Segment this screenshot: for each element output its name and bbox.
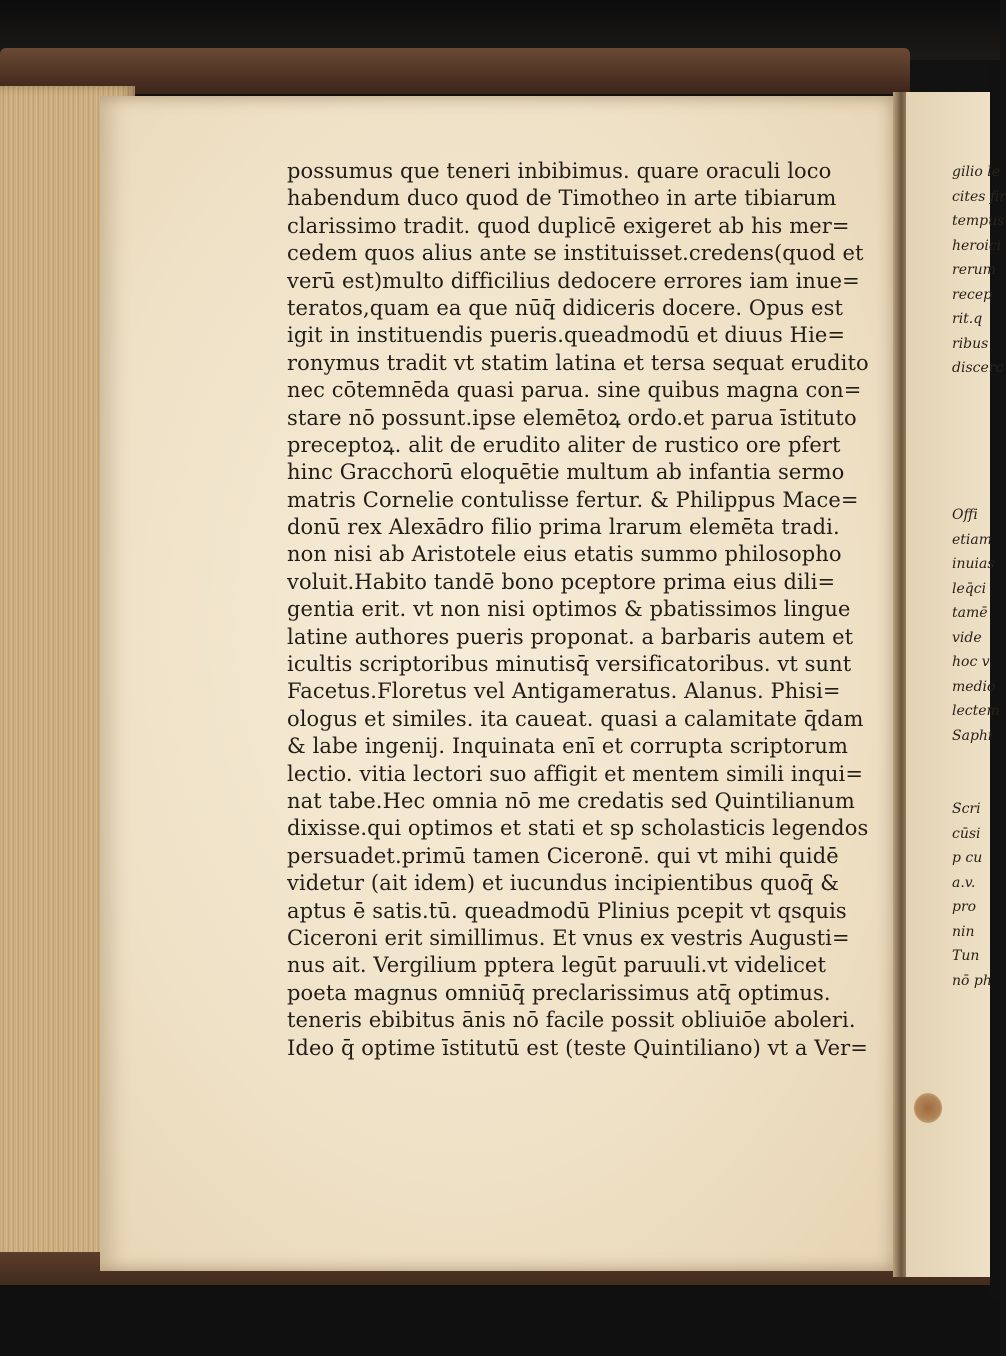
text-line: cedem quos alius ante se instituisset.credens(quod et <box>287 241 864 266</box>
text-line: & labe ingenij. Inquinata enī et corrupta scriptorum <box>287 734 849 759</box>
book-cover-top-edge <box>0 48 910 94</box>
text-line: Facetus.Floretus vel Antigameratus. Alanus. Phisi= <box>287 679 841 704</box>
facing-page-fragment: vide <box>952 629 982 646</box>
text-line: icultis scriptoribus minutisq̄ versificatoribus. vt sunt <box>287 652 852 677</box>
facing-page-fragment <box>952 454 996 479</box>
facing-page-fragment: ribus <box>952 335 989 352</box>
text-line: nec cōtemnēda quasi parua. sine quibus magna con= <box>287 378 862 403</box>
text-line: aptus ē satis.tū. queadmodū Plinius pcepit vt qsquis <box>287 898 847 923</box>
facing-page-fragment: gilio le <box>952 164 1001 180</box>
text-line: latine authores pueris proponat. a barbaris autem et <box>287 624 854 649</box>
facing-page-fragment: Tun <box>952 948 980 964</box>
facing-page-fragment: Scri <box>952 801 981 817</box>
facing-page-fragment: discerc <box>952 360 1004 376</box>
facing-page-fragment: Offi <box>952 507 978 523</box>
facing-page-fragment: pro <box>952 899 977 915</box>
text-line: teratos,quam ea que nūq̄ didiceris docere. Opus est <box>287 295 843 320</box>
facing-page-fragment: p cu <box>952 850 983 866</box>
facing-page-fragment <box>952 430 996 455</box>
facing-page-fragment: recep <box>952 286 993 303</box>
text-line: lectio. vitia lectori suo affigit et mentem simili inqui= <box>287 761 864 786</box>
facing-page-text <box>952 160 1006 993</box>
text-line: Ciceroni erit simillimus. Et vnus ex vestris Augusti= <box>287 925 850 950</box>
facing-page-fragment: hoc v <box>952 654 990 670</box>
text-line: ologus et similes. ita caueat. quasi a calamitate q̄dam <box>287 706 864 731</box>
text-line: dixisse.qui optimos et stati et sp scholasticis legendos <box>287 816 869 841</box>
facing-page-fragment: tamē <box>952 605 988 621</box>
background-bottom <box>0 1285 1000 1356</box>
text-line: verū est)multo difficilius dedocere errores iam inue= <box>287 268 860 293</box>
text-line: matris Cornelie contulisse fertur. & Philippus Mace= <box>287 487 859 512</box>
facing-page-fragment: rerum <box>952 262 996 278</box>
text-line: hinc Gracchorū eloquētie multum ab infantia sermo <box>287 460 845 485</box>
text-line: poeta magnus omniūq̄ preclarissimus atq̄ optimus. <box>287 980 831 1005</box>
facing-page-fragment: inuias <box>952 556 995 572</box>
text-line: stare nō possunt.ipse elemētoꝝ ordo.et parua īstituto <box>287 405 857 430</box>
facing-page-fragment: leq̄ci <box>952 580 987 597</box>
text-line: igit in instituendis pueris.queadmodū et diuus Hie= <box>287 323 846 348</box>
text-line: donū rex Alexādro filio prima lrarum elemēta tradi. <box>287 515 840 540</box>
facing-page-fragment: cites fir <box>952 188 1006 205</box>
facing-page-fragment: heroici <box>952 237 1002 254</box>
facing-page-fragment <box>952 748 996 773</box>
facing-page-fragment <box>952 405 996 430</box>
facing-page-fragment <box>952 381 996 406</box>
facing-page-fragment: cūsi <box>952 825 981 842</box>
text-line: possumus que teneri inbibimus. quare oraculi loco <box>287 159 832 183</box>
text-line: persuadet.primū tamen Ciceronē. qui vt mihi quidē <box>287 843 839 868</box>
text-line: voluit.Habito tandē bono pceptore prima eius dili= <box>287 569 836 594</box>
facing-page-fragment: Saphi <box>952 727 993 744</box>
text-line: videtur (ait idem) et iucundus incipientibus quoq̄ & <box>287 871 839 896</box>
text-line: nus ait. Vergilium pptera legūt paruuli.vt videlicet <box>287 953 826 978</box>
text-line: nat tabe.Hec omnia nō me credatis sed Quintilianum <box>287 788 855 813</box>
facing-page-fragment: medio <box>952 678 996 695</box>
facing-page-fragment <box>952 773 996 798</box>
main-text-block <box>287 158 872 1062</box>
text-line: teneris ebibitus ānis nō facile possit obliuiōe aboleri. <box>287 1008 856 1033</box>
facing-page-fragment <box>952 479 996 504</box>
facing-page-fragment: a.v. <box>952 874 976 891</box>
facing-page-fragment: nō ph <box>952 972 992 989</box>
text-line: ronymus tradit vt statim latina et tersa sequat erudito <box>287 350 869 375</box>
facing-page-fragment: tempus <box>952 213 1005 229</box>
text-line: non nisi ab Aristotele eius etatis summo philosopho <box>287 542 842 567</box>
text-line: gentia erit. vt non nisi optimos & pbatissimos lingue <box>287 597 851 622</box>
facing-page-fragment: etiam <box>952 531 993 548</box>
facing-page-fragment: rit.q <box>952 311 983 327</box>
paper-stain <box>914 1093 942 1123</box>
facing-page-fragment: nin <box>952 923 975 940</box>
text-line: habendum duco quod de Timotheo in arte tibiarum <box>287 186 837 211</box>
text-line: clarissimo tradit. quod duplicē exigeret ab his mer= <box>287 213 850 238</box>
text-line: preceptoꝝ. alit de erudito aliter de rustico ore pfert <box>287 432 841 457</box>
text-line: Ideo q̄ optime īstitutū est (teste Quintiliano) vt a Ver= <box>287 1035 869 1060</box>
facing-page-fragment: lectem <box>952 703 1000 719</box>
